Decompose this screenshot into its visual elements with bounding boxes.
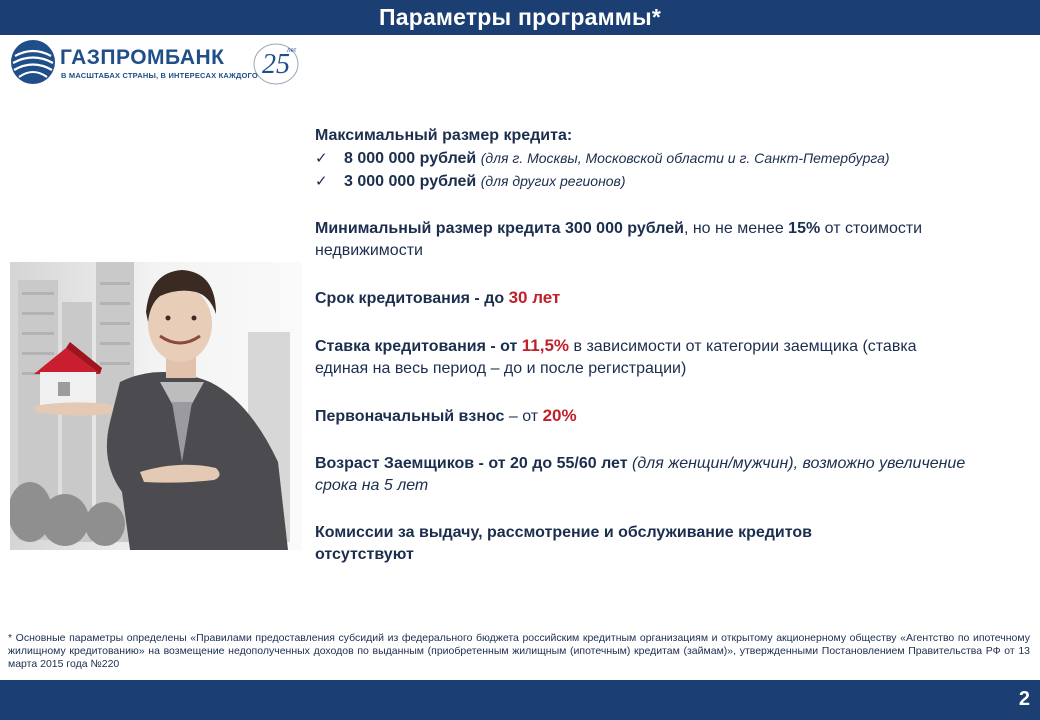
- max-loan-heading: Максимальный размер кредита:: [315, 127, 573, 144]
- down-payment-mid: – от: [504, 408, 543, 425]
- logo-name: ГАЗПРОМБАНК: [60, 46, 225, 69]
- rate-tail: в зависимости от категории заемщика (ставка единая на весь период – до и после регистрации): [315, 338, 917, 377]
- down-payment-label: Первоначальный взнос: [315, 408, 505, 425]
- term-value: 30 лет: [508, 288, 561, 307]
- checkmark-icon: ✓: [315, 150, 328, 167]
- anniversary-suffix: лет: [287, 48, 297, 54]
- list-item: [315, 170, 1015, 193]
- rate-label: Ставка кредитования - от: [315, 338, 522, 355]
- down-payment-section: [315, 405, 1015, 428]
- max-loan-note: (для других регионов): [480, 173, 626, 189]
- age-section: [315, 453, 985, 497]
- min-loan-text: Минимальный размер кредита 300 000 рублей: [315, 220, 684, 237]
- footnote: [8, 632, 1030, 671]
- term-label: Срок кредитования - до: [315, 290, 509, 307]
- page-number: 2: [1018, 688, 1030, 710]
- globe-icon: [11, 40, 55, 84]
- min-loan-tail: от стоимости недвижимости: [315, 220, 923, 259]
- anniversary-emblem: [254, 44, 298, 84]
- title-bar: [0, 0, 1040, 35]
- program-parameters: [315, 125, 1015, 591]
- min-loan-percent: 15%: [788, 220, 821, 237]
- rate-value: 11,5%: [521, 336, 570, 355]
- checkmark-icon: ✓: [315, 173, 328, 190]
- max-loan-section: [315, 125, 1015, 193]
- term-section: [315, 287, 1015, 310]
- list-item: [315, 147, 1015, 170]
- min-loan-mid: , но не менее: [683, 220, 789, 237]
- age-tail: (для женщин/мужчин), возможно увеличение срока на 5 лет: [315, 455, 966, 494]
- woman-holding-house-photo: [10, 262, 302, 550]
- down-payment-value: 20%: [542, 406, 577, 425]
- bottom-bar: [0, 680, 1040, 720]
- max-loan-amount: 3 000 000 рублей: [344, 173, 477, 190]
- rate-section: [315, 335, 965, 380]
- logo-tagline: В МАСШТАБАХ СТРАНЫ, В ИНТЕРЕСАХ КАЖДОГО: [61, 71, 258, 80]
- footnote-text: * Основные параметры определены «Правилами предоставления субсидий из федерального бюджета российским кредитным организациям и открытому акционерному обществу «Агентство по ипотечному жилищному кредитованию» на возмещение недополученных доходов по выданным (приобретенным жилищным (ипотечным) кредитам (займам)», утвержденными Постановлением Правительства РФ от 13 марта 2015 года №220: [8, 632, 1030, 670]
- max-loan-amount: 8 000 000 рублей: [344, 150, 477, 167]
- age-label: Возраст Заемщиков - от 20 до 55/60 лет: [315, 455, 628, 472]
- min-loan-section: [315, 218, 945, 262]
- fees-section: [315, 522, 815, 566]
- max-loan-note: (для г. Москвы, Московской области и г. Санкт-Петербурга): [480, 150, 890, 166]
- fees-text: Комиссии за выдачу, рассмотрение и обслуживание кредитов отсутствуют: [315, 524, 812, 563]
- slide-title: Параметры программы*: [378, 4, 662, 30]
- anniversary-number: 25: [262, 49, 290, 80]
